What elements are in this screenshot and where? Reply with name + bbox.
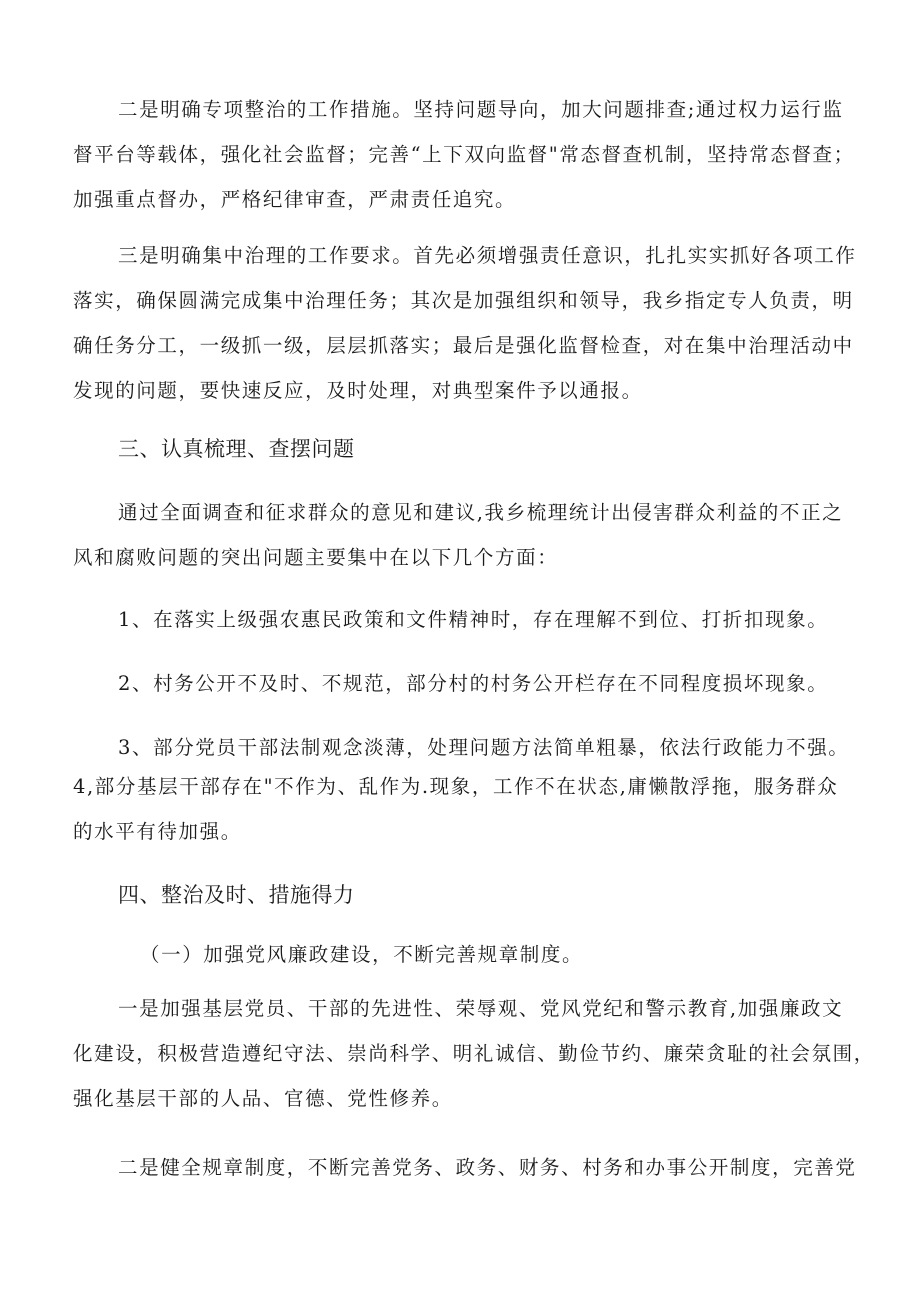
text-line: 落实，确保圆满完成集中治理任务；其次是加强组织和领导，我乡指定专人负责，明	[73, 289, 854, 312]
text-line: 发现的问题，要快速反应，及时处理，对典型案件予以通报。	[73, 379, 643, 402]
text-line: 通过全面调查和征求群众的意见和建议,我乡梳理统计出侵害群众利益的不正之	[118, 501, 844, 524]
text-line: 确任务分工，一级抓一级，层层抓落实；最后是强化监督检查，对在集中治理活动中	[73, 334, 854, 357]
text-line: 1、在落实上级强农惠民政策和文件精神时，存在理解不到位、打折扣现象。	[118, 608, 829, 631]
text-line: 4,部分基层干部存在"不作为、乱作为.现象，工作不在状态,庸懒散浮拖，服务群众	[73, 775, 839, 798]
text-line: 强化基层干部的人品、官德、党性修养。	[73, 1087, 453, 1110]
section-heading-3: 三、认真梳理、查摆问题	[118, 437, 355, 461]
text-line: 3、部分党员干部法制观念淡薄，处理问题方法简单粗暴，依法行政能力不强。	[118, 736, 850, 759]
text-line: 二是健全规章制度，不断完善党务、政务、财务、村务和办事公开制度，完善党	[118, 1156, 857, 1179]
text-line: 化建设，积极营造遵纪守法、崇尚科学、明礼诚信、勤俭节约、廉荣贪耻的社会氛围，	[73, 1042, 875, 1065]
paragraph-work-requirements	[73, 233, 875, 413]
paragraph-party-education	[73, 986, 875, 1121]
text-line: 督平台等载体，强化社会监督；完善“上下双向监督"常态督查机制，坚持常态督查；	[73, 143, 855, 166]
section-heading-4: 四、整治及时、措施得力	[118, 883, 355, 907]
paragraph-rules-system	[73, 1145, 875, 1190]
list-item-4	[73, 764, 875, 854]
list-item-1	[73, 597, 875, 642]
text-line: 风和腐败问题的突出问题主要集中在以下几个方面：	[73, 546, 559, 569]
text-line: 的水平有待加强。	[73, 820, 242, 843]
text-line: 一是加强基层党员、干部的先进性、荣辱观、党风党纪和警示教育,加强廉政文	[118, 997, 844, 1020]
subsection-heading-1: （一）加强党风廉政建设，不断完善规章制度。	[140, 943, 584, 966]
text-line: 三是明确集中治理的工作要求。首先必须增强责任意识，扎扎实实抓好各项工作	[118, 244, 857, 267]
paragraph-survey	[73, 490, 875, 580]
text-line: 2、村务公开不及时、不规范，部分村的村务公开栏存在不同程度损坏现象。	[118, 672, 829, 695]
list-item-2	[73, 661, 875, 706]
text-line: 加强重点督办，严格纪律审查，严肃责任追究。	[73, 188, 517, 211]
text-line: 二是明确专项整治的工作措施。坚持问题导向，加大问题排查;通过权力运行监	[118, 98, 844, 121]
paragraph-work-measures	[73, 87, 875, 222]
